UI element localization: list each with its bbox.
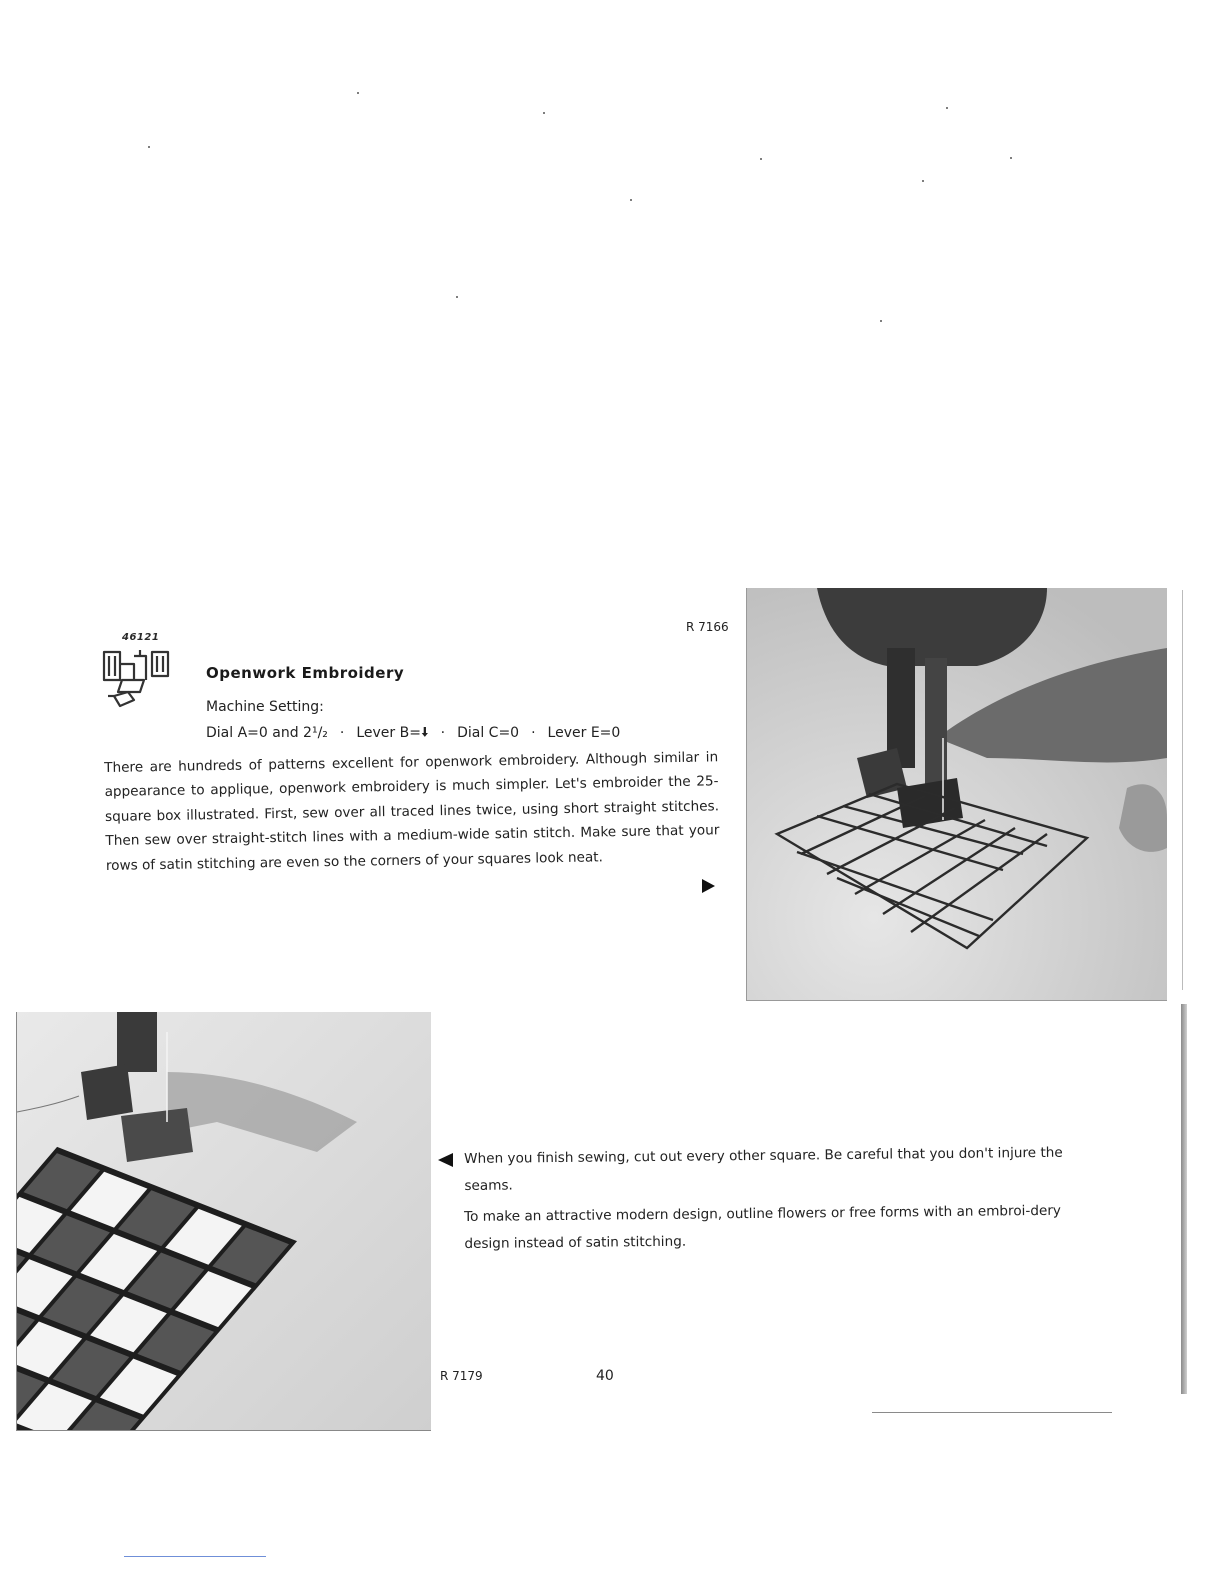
page-number: 40 [596,1368,614,1384]
foot-code: 46121 [122,632,160,643]
finished-openwork-photo [16,1012,431,1431]
dial-c-setting: Dial C=0 [457,725,520,741]
lever-e-setting: Lever E=0 [547,725,621,741]
figure-code-top: R 7166 [686,620,729,634]
caption-cut-squares: When you finish sewing, cut out every other square. Be careful that you don't injure the seams. [464,1144,1063,1194]
setting-separator: · [531,725,536,741]
dial-a-setting: Dial A=0 and 2¹/₂ [206,725,328,741]
machine-setting-values [206,722,620,746]
triangle-right-icon [700,878,716,894]
caption-modern-design: To make an attractive modern design, outline flowers or free forms with an embroi-dery design instead of satin stitching. [464,1202,1062,1252]
lever-b-setting: Lever B=🠫 [356,725,429,741]
blue-rule [124,1556,266,1557]
presser-foot-icon [100,646,176,710]
setting-separator: · [339,725,345,741]
bottom-rule [872,1412,1112,1413]
scan-edge-bar [1181,1004,1187,1394]
sewing-grid-photo [746,588,1167,1001]
setting-separator: · [440,725,446,741]
scan-edge-line [1182,590,1183,990]
machine-setting-label: Machine Setting: [206,699,324,715]
instruction-paragraph: There are hundreds of patterns excellent for openwork embroidery. Although similar in appearance to applique, openwork embroidery is much simpler. Let's embroider the 25-square box illustrated. First, sew over all traced lines twice, using short straight stitches. Then sew over straight-stitch lines with a medium-wide satin stitch. Make sure that your rows of satin stitching are even so the corners of your squares look neat. [104,749,720,874]
figure-code-bottom: R 7179 [440,1369,483,1383]
triangle-left-icon [436,1152,454,1168]
section-title: Openwork Embroidery [206,664,405,682]
